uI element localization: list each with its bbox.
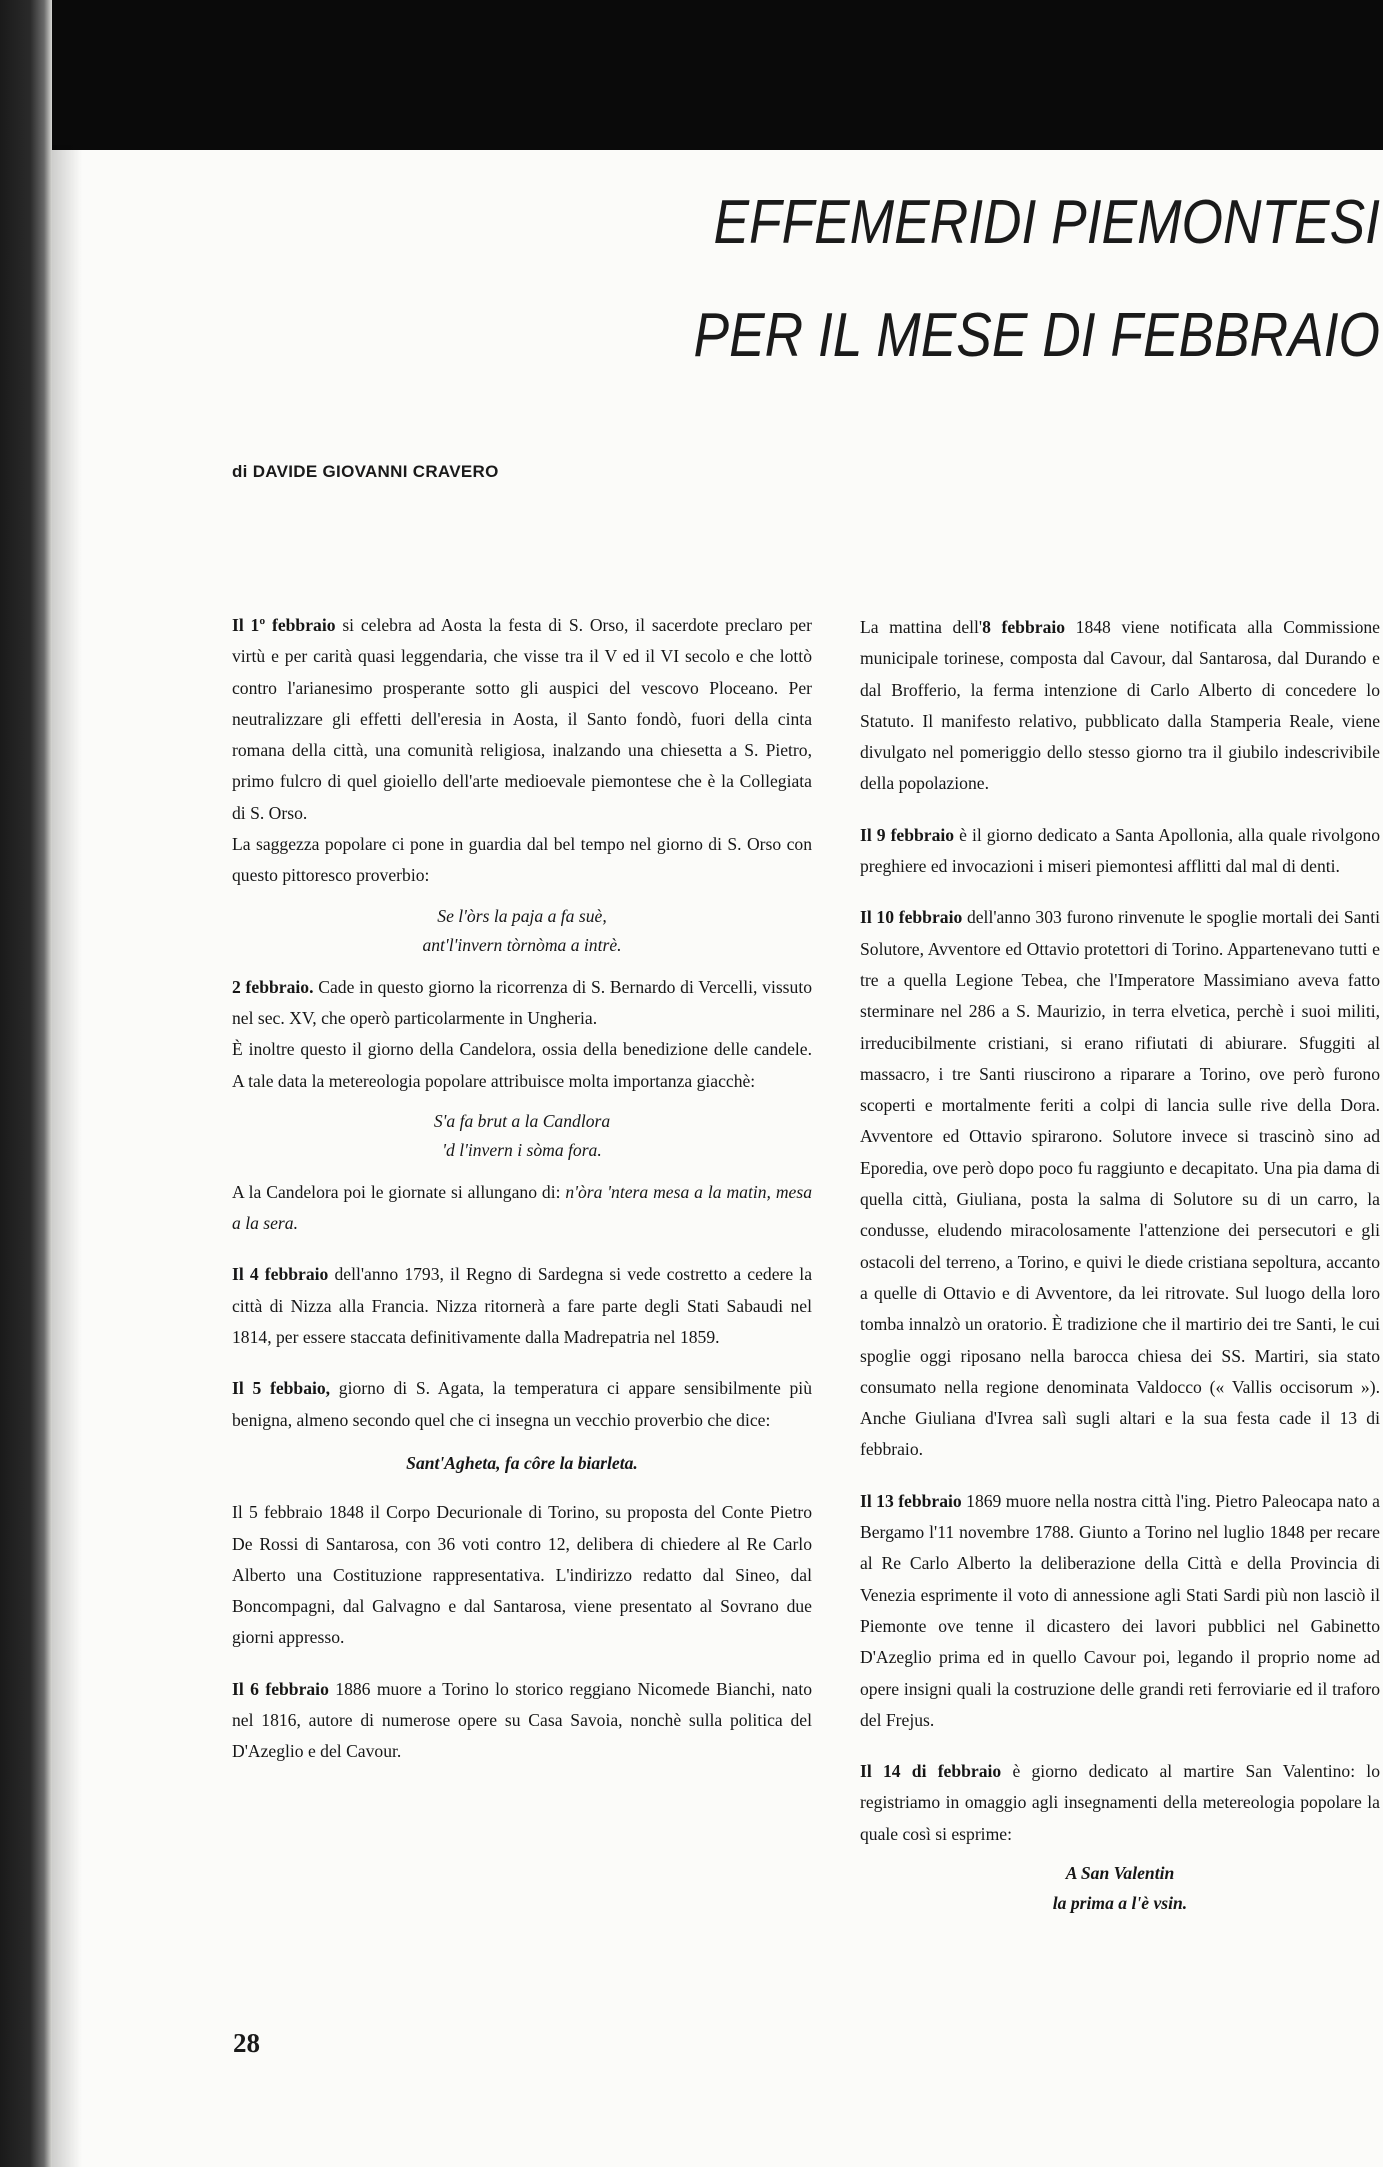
top-band-edge [0,140,1383,150]
date-label: Il 1º febbraio [232,615,336,635]
paragraph-text: A la Candelora poi le giornate si allungano di: [232,1181,566,1202]
page-number: 28 [233,2028,260,2058]
paragraph-4-february [232,1259,812,1353]
verse-line: Se l'òrs la paja a fa suè, [437,905,607,926]
paragraph-14-february [860,1756,1380,1850]
paragraph-proverb-intro: La saggezza popolare ci pone in guardia dal bel tempo nel giorno di S. Orso con questo pittoresco proverbio: [232,834,812,886]
page-binding-edge [0,0,52,2167]
date-label: 8 febbraio [982,617,1066,637]
verse-line: ant'l'invern tòrnòma a intrè. [422,934,622,955]
binding-shadow [52,145,82,2167]
date-label: Il 10 febbraio [860,907,963,928]
proverb-inline: n'òra 'ntera mesa a la matin, mesa a la sera. [232,1181,812,1234]
page-title-line-2: PER IL MESE DI FEBBRAIO [693,301,1380,370]
proverb-s-orso [232,902,812,960]
date-label: Il 4 febbraio [232,1264,329,1285]
proverb-san-valentin [860,1858,1380,1918]
paragraph-text: 1886 muore a Torino lo storico reggiano Nicomede Bianchi, nato nel 1816, autore di numerose opere su Casa Savoia, nonchè sulla politica del D'Azeglio e del Cavour. [232,1678,812,1762]
verse-line: la prima a l'è vsin. [1052,1892,1188,1913]
paragraph-6-february [232,1674,812,1768]
page-title-line-1: EFFEMERIDI PIEMONTESI [713,188,1380,257]
verse-line: A San Valentin [1065,1862,1175,1883]
paragraph-text: Cade in questo giorno la ricorrenza di S. Bernardo di Vercelli, vissuto nel sec. XV, che operò particolarmente in Ungheria. [232,976,813,1028]
proverb-candelora [232,1107,812,1165]
paragraph-text: La mattina dell' [860,617,983,637]
paragraph-text: dell'anno 1793, il Regno di Sardegna si vede costretto a cedere la città di Nizza alla Francia. Nizza ritornerà a fare parte degli Stati Sabaudi nel 1814, per essere staccata definitivamente dalla Madrepatria nel 1859. [232,1264,813,1348]
paragraph-text: si celebra ad Aosta la festa di S. Orso, il sacerdote preclaro per virtù e per carità quasi leggendaria, che visse tra il V ed il VI secolo e che lottò contro l'arianesimo prosperante sotto gli auspici del vescovo Ploceano. Per neutralizzare gli effetti dell'eresia in Aosta, il Santo fondò, fuori della cinta romana della città, una comunità religiosa, inalzando una chiesetta a S. Pietro, primo fulcro di quel gioiello dell'arte medioevale piemontese che è la Collegiata di S. Orso. [232,615,812,823]
left-column [232,610,812,1768]
paragraph-text: è il giorno dedicato a Santa Apollonia, alla quale rivolgono preghiere ed invocazioni i miseri piemontesi afflitti dal mal di denti. [860,824,1381,877]
paragraph-2-february [232,972,812,1035]
paragraph-text: giorno di S. Agata, la temperatura ci appare sensibilmente più benigna, almeno secondo quel che ci insegna un vecchio proverbio che dice: [232,1378,812,1430]
paragraph-8-february [860,612,1380,800]
paragraph-text: 1848 viene notificata alla Commissione municipale torinese, composta dal Cavour, dal Santarosa, dal Durando e dal Brofferio, la ferma intenzione di Carlo Alberto di concedere lo Statuto. Il manifesto relativo, pubblicato dalla Stamperia Reale, viene divulgato nel pomeriggio dello stesso giorno tra il giubilo indescrivibile della popolazione. [860,617,1380,794]
proverb-sant-agheta: Sant'Agheta, fa côre la biarleta. [406,1452,638,1473]
paragraph-13-february [860,1486,1380,1736]
paragraph-5-february-1848: Il 5 febbraio 1848 il Corpo Decurionale di Torino, su proposta del Conte Pietro De Rossi di Santarosa, con 36 voti contro 12, delibera di chiedere al Re Carlo Alberto una Costituzione rappresentativa. L'indirizzo redatto dal Sineo, dal Boncompagni, dal Galvagno e dal Santarosa, viene presentato al Sovrano due giorni appresso. [232,1502,812,1648]
right-column [860,612,1380,1918]
paragraph-1-february [232,610,812,829]
paragraph-candelora: È inoltre questo il giorno della Candelora, ossia della benedizione delle candele. A tale data la metereologia popolare attribuisce molta importanza giacchè: [232,1039,812,1091]
paragraph-text: dell'anno 303 furono rinvenute le spoglie mortali dei Santi Solutore, Avventore ed Ottavio protettori di Torino. Appartenevano tutti e tre a quella Legione Tebea, che l'Imperatore Massimiano aveva fatto sterminare nel 286 a S. Maurizio, in terra elvetica, perchè i suoi militi, irreducibilmente cristiani, si erano rifiutati di abiurare. Sfuggiti al massacro, i tre Santi riuscirono a riparare a Torino, ove però furono scoperti e mortalmente feriti a colpi di lancia sulle rive della Dora. Avventore ed Ottavio spirarono. Solutore invece si trascinò sino ad Eporedia, ove però dopo poco fu raggiunto e decapitato. Una pia dama di quella città, Giuliana, posta la salma di Solutore su di un carro, la condusse, eludendo miracolosamente l'attenzione dei persecutori e gli ostacoli del terreno, a Torino, e quivi le diede cristiana sepoltura, accanto a quelle di Ottavio e di Avventore, da lei ritrovate. Sul luogo della loro tomba innalzò un oratorio. È tradizione che il martirio dei tre Santi, le cui spoglie oggi riposano nella barocca chiesa dei SS. Martiri, sia stato consumato nella regione denominata Valdocco (« Vallis occisorum »). Anche Giuliana d'Ivrea salì sugli altari e la sua festa cade il 13 di febbraio. [860,907,1380,1460]
date-label: Il 13 febbraio [860,1490,962,1511]
paragraph-5-february [232,1373,812,1436]
verse-line: 'd l'invern i sòma fora. [442,1139,602,1160]
paragraph-text: è giorno dedicato al martire San Valentino: lo registriamo in omaggio agli insegnamenti della metereologia popolare la quale così si esprime: [860,1761,1380,1844]
verse-line: S'a fa brut a la Candlora [433,1110,611,1131]
date-label: 2 febbraio. [232,976,314,997]
date-label: Il 9 febbraio [860,824,955,845]
paragraph-text: 1869 muore nella nostra città l'ing. Pietro Paleocapa nato a Bergamo l'11 novembre 1788. Giunto a Torino nel luglio 1848 per recare al Re Carlo Alberto la deliberazione della Città e della Provincia di Venezia esprimente il voto di annessione agli Stati Sardi più non lasciò il Piemonte ove tenne il dicastero dei lavori pubblici nel Gabinetto D'Azeglio prima ed in quello Cavour poi, legando il proprio nome ad opere insigni quali la costruzione delle grandi reti ferroviarie ed il traforo del Frejus. [860,1490,1380,1730]
date-label: Il 6 febbraio [232,1678,329,1699]
top-dark-band [0,0,1383,145]
paragraph-9-february [860,820,1380,883]
paragraph-10-february [860,902,1380,1465]
author-byline: di DAVIDE GIOVANNI CRAVERO [232,462,499,481]
paragraph-candelora-days [232,1177,812,1240]
date-label: Il 14 di febbraio [860,1761,1002,1782]
date-label: Il 5 febbaio, [232,1378,331,1399]
